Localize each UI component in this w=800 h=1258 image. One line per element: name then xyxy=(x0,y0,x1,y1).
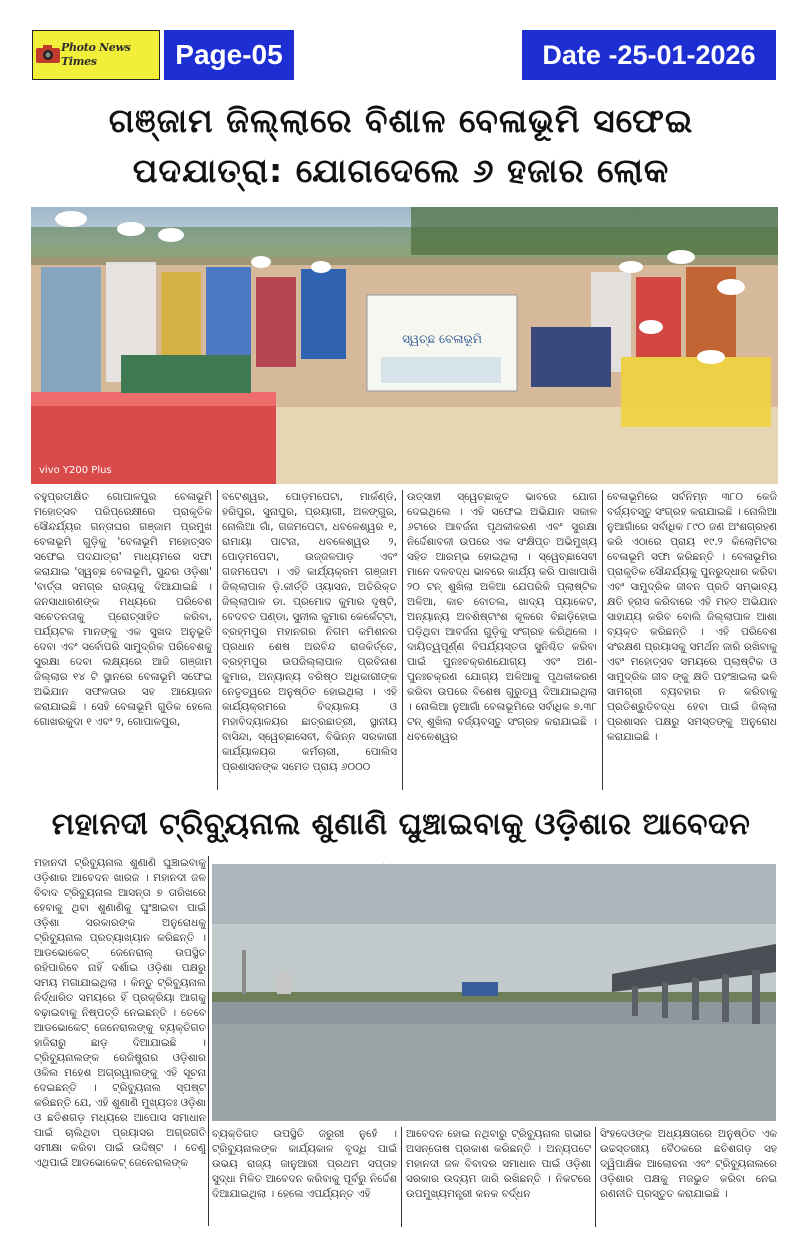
column-divider xyxy=(595,1127,596,1227)
page-number-badge: Page-05 xyxy=(164,30,294,80)
article2-headline: ମହାନଦୀ ଟ୍ରିବ୍ୟୁନାଲ ଶୁଣାଣି ଘୁଞ୍ଚାଇବାକୁ ଓଡ଼ିଶାର ଆବେଦନ xyxy=(51,807,751,842)
article2-bottom3-text: ସିଂହଦେଓଙ୍କ ଅଧ୍ୟକ୍ଷତାରେ ଅନୁଷ୍ଠିତ ଏକ ଉଚ୍ଚସ୍ତରୀୟ ବୈଠକରେ ଛତିଶଗଡ଼ ସହ ଦ୍ୱିପାକ୍ଷିକ ଆଲୋଚନା ଏବଂ ଟ୍ରିବ୍ୟୁନାଲରେ ଓଡ଼ିଶାର ପକ୍ଷକୁ ମଜଭୁତ କରିବା ନେଇ ରଣନୀତି ପ୍ରସ୍ତୁତ କରାଯାଇଛି । xyxy=(600,1128,777,1200)
date-badge: Date -25-01-2026 xyxy=(522,30,776,80)
article1-column-1 xyxy=(34,490,212,790)
logo-text: Photo News Times xyxy=(61,41,131,68)
mahanadi-river-photo xyxy=(212,864,776,1121)
river-illustration xyxy=(212,864,776,1121)
article2-bottom1-text: ବ୍ୟକ୍ତିଗତ ଉପସ୍ଥିତି ଜରୁରୀ ନୁହେଁ । ଟ୍ରିବ୍ୟୁନାଲଙ୍କ କାର୍ଯ୍ୟକାଳ ବୃଦ୍ଧି ପାଇଁ ଉଭୟ ରାଜ୍ୟ ଜାନୁଆରୀ ପ୍ରଥମ ସପ୍ତାହ ସୁଦ୍ଧା ମିଳିତ ଆବେଦନ କରିବାକୁ ପୂର୍ବରୁ ନିର୍ଦ୍ଦେଶ ଦିଆଯାଇଥିଲା । ହେଲେ ଏପର୍ଯ୍ୟନ୍ତ ଏହି xyxy=(212,1128,397,1200)
article1-col1-text: ବହୁପ୍ରତୀକ୍ଷିତ ଗୋପାଳପୁର ବେଳାଭୂମି ମହୋତ୍ସବ ପରିପ୍ରେକ୍ଷୀରେ ପ୍ରାକୃତିକ ସୌନ୍ଦର୍ଯ୍ୟର ଗନ୍ତାଘର ଗଞ୍ଜାମ ପ୍ରମୁଖ ବେଳାଭୂମି ଗୁଡ଼ିକୁ 'ବେଳାଭୂମି ମହୋତ୍ସବ ସଫେଇ ପଦଯାତ୍ରା' ମାଧ୍ୟମରେ ସଫା କରାଯାଇ 'ସ୍ୱଚ୍ଛ ବେଳାଭୂମି, ସୁନ୍ଦର ଓଡ଼ିଶା' 'ବାର୍ତ୍ତା ସମଗ୍ର ରାଜ୍ୟକୁ ଦିଆଯାଇଛି । ଜନସାଧାରଣଙ୍କ ମଧ୍ୟରେ ପରିବେଶ ସଚେତନତାକୁ ପ୍ରୋତ୍ସାହିତ କରିବା, ପର୍ଯ୍ୟଟକ ମାନଙ୍କୁ ଏକ ସୁଖଦ ଅନୁଭୂତି ଦେବା ଏବଂ ସର୍ବୋପରି ସାମୁଦ୍ରିକ ପରିବେଶକୁ ସୁରକ୍ଷା ଦେବା ଲକ୍ଷ୍ୟରେ ଆଜି ଗଞ୍ଜାମ ଜିଲ୍ଲାର ୧୪ ଟି ସ୍ଥାନରେ ବେଳାଭୂମି ସଫେଇ ଅଭିଯାନ ସଫଳତାର ସହ ଆୟୋଜନ କରାଯାଇଛି । ସେହି ବେଳାଭୂମି ଗୁଡିକ ହେଲେ ଗୋଖରକୁଦା ୧ ଏବଂ ୨, ଗୋପାଳପୁର, xyxy=(34,491,212,728)
headline-line-2: ପଦଯାତ୍ରା: ଯୋଗଦେଲେ ୬ ହଜାର ଲୋକ xyxy=(132,151,670,190)
beach-cleanup-photo xyxy=(31,207,778,484)
article1-column-4 xyxy=(607,490,777,790)
headline-line-1: ଗଞ୍ଜାମ ଜିଲ୍ଲାରେ ବିଶାଳ ବେଳାଭୂମି ସଫେଇ xyxy=(108,101,694,140)
article1-col3-text: ଉତ୍ସାହୀ ସ୍ୱେଚ୍ଛାକୃତ ଭାବରେ ଯୋଗ ଦେଇଥିଲେ । ଏହି ସଫେଇ ଅଭିଯାନ ସକାଳ ୬ଟାରେ ଆବର୍ଜନା ପୃଥକୀକରଣ ଏବଂ ସୁରକ୍ଷା ନିର୍ଦ୍ଦେଶାବଳୀ ଉପରେ ଏକ ସଂକ୍ଷିପ୍ତ ଅଭିମୁଖ୍ୟ ସହିତ ଆରମ୍ଭ ହୋଇଥିଲା । ସ୍ୱେଚ୍ଛାସେବୀ ମାନେ ଦଳବଦ୍ଧ ଭାବରେ କାର୍ଯ୍ୟ କରି ପାଖାପାଖି ୨୦ ଟନ୍ ଶୁଖିଲା ଅଳିଆ ଯେପରିକି ପ୍ଲାଷ୍ଟିକ ଅଳିଆ, କାଚ ବୋତଲ, ଖାଦ୍ୟ ପ୍ୟାକେଟ, ଅନ୍ୟାନ୍ୟ ଅବଶିଷ୍ଟାଂଶ କୂଳରେ ବିଛାଡ଼ିହୋଇ ପଡ଼ିଥିବା ଆବର୍ଜନା ଗୁଡ଼ିକୁ ସଂଗ୍ରହ କରିଥିଲେ । ଦାୟିତ୍ୱପୂର୍ଣ୍ଣ ବିପର୍ଯ୍ୟସ୍ତତା ସୁନିଶ୍ଚିତ କରିବା ପାଇଁ ପୁନଃଚକ୍ରଣଯୋଗ୍ୟ ଏବଂ ଅଣ-ପୁନଃଚକ୍ରଣ ଯୋଗ୍ୟ ଅଳିଆକୁ ପୃଥକୀକରଣ କରିବା ଉପରେ ବିଶେଷ ଗୁରୁତ୍ୱ ଦିଆଯାଇଥିଲା । ନୋଲିଆ ନୁଆଗାଁ ବେଳାଭୂମିରେ ସର୍ବାଧିକ ୭.୩୮ ଟନ୍ ଶୁଖିଲା ବର୍ଜ୍ୟବସ୍ତୁ ସଂଗ୍ରହ କରାଯାଇଛି । ଧବଳେଶ୍ୱର xyxy=(407,491,597,743)
column-divider xyxy=(401,1127,402,1227)
article1-headline xyxy=(28,96,774,196)
article2-bottom-column-2 xyxy=(406,1127,591,1227)
article2-bottom2-text: ଆବେଦନ ହୋଇ ନଥିବାରୁ ଟ୍ରିବ୍ୟୁନାଲ ଗଭୀର ଅସନ୍ତୋଷ ପ୍ରକାଶ କରିଛନ୍ତି । ଅନ୍ୟପଟେ ମହାନଦୀ ଜଳ ବିବାଦର ସମାଧାନ ପାଇଁ ଓଡ଼ିଶା ସରକାର ଉଦ୍ୟମ ଜାରି ରଖିଛନ୍ତି । ନିକଟରେ ଉପମୁଖ୍ୟମନ୍ତ୍ରୀ କନକ ବର୍ଦ୍ଧନ xyxy=(406,1128,591,1200)
newspaper-logo xyxy=(32,30,160,80)
column-divider xyxy=(402,490,403,790)
column-divider xyxy=(217,490,218,790)
article1-col4-text: ବେଳାଭୂମିରେ ସର୍ବନିମ୍ନ ୩୮୦ କେଜି ବର୍ଜ୍ୟବସ୍ତୁ ସଂଗ୍ରହ କରାଯାଇଛି । ନୋଲିଆ ନୁଆଗାଁରେ ସର୍ବାଧିକ ୮୯୦ ଜଣ ଅଂଶଗ୍ରହଣ କରି ଏଠାରେ ପ୍ରାୟ ୧୯.୨ କିଲୋମିଟର ବେଳାଭୂମି ସଫା କରିଛନ୍ତି । ବେଳାଭୂମିର ପ୍ରାକୃତିକ ସୌନ୍ଦର୍ଯ୍ୟକୁ ପୁନରୁଦ୍ଧାର କରିବା ଏବଂ ସାମୁଦ୍ରିକ ଜୀବନ ପ୍ରତି ସମ୍ଭାବ୍ୟ କ୍ଷତି ହ୍ରାସ କରିବାରେ ଏହି ମହତ ଅଭିଯାନ ସାହାଯ୍ୟ କରିବ ବୋଲି ଜିଲ୍ଲାପାଳ ଆଶା ବ୍ୟକ୍ତ କରିଛନ୍ତି । ଏହି ପରିବେଶ ସଂରକ୍ଷଣ ପ୍ରୟାସକୁ ସମର୍ଥନ ଜାରି ରଖିବାକୁ ଏବଂ ମହୋତ୍ସବ ସମୟରେ ପ୍ଲାଷ୍ଟିକ ଓ ସାମୁଦ୍ରିକ ଜୀବ ଙ୍କୁ କ୍ଷତି ପହଂଞ୍ଚାଇଲା ଭଳି ସାମଗ୍ରୀ ବ୍ୟବହାର ନ କରିବାକୁ ପ୍ରତିଶ୍ରୁତିବଦ୍ଧ ହେବା ପାଇଁ ଜିଲ୍ଲା ପ୍ରଶାସନ ପକ୍ଷରୁ ସମସ୍ତଙ୍କୁ ଅନୁରୋଧ କରାଯାଇଛି । xyxy=(607,491,777,743)
camera-icon xyxy=(35,41,61,67)
article1-column-2 xyxy=(222,490,397,790)
article2-bottom-column-3 xyxy=(600,1127,777,1227)
article1-column-3 xyxy=(407,490,597,790)
photo-watermark: vivo Y200 Plus xyxy=(39,465,112,476)
article2-left-column xyxy=(34,856,206,1226)
article2-left-text: ମହାନଦୀ ଟ୍ରିବ୍ୟୁନାଲ ଶୁଣାଣି ଘୁଞ୍ଚାଇବାକୁ ଓଡ଼ିଶାର ଆବେଦନ ଖାରଜ । ମହାନଦୀ ଜଳ ବିବାଦ ଟ୍ରିବ୍ୟୁନାଲ ଆସନ୍ତା ୭ ତାରିଖରେ ହେବାକୁ ଥିବା ଶୁଣାଣିକୁ ଘୁଂଞ୍ଚାଇବା ପାଇଁ ଓଡ଼ିଶା ସରକାରଙ୍କ ଅନୁରୋଧକୁ ଟ୍ରିବ୍ୟୁନାଲ ପ୍ରତ୍ୟାଖ୍ୟାନ କରିଛନ୍ତି । ଆଡଭୋକେଟ୍ ଜେନେରାଲ୍ ଉପସ୍ଥିତ ରହିପାରିବେ ନାହିଁ ଦର୍ଶାଇ ଓଡ଼ିଶା ପକ୍ଷରୁ ସମୟ ମଗାଯାଇଥିଲା । କିନ୍ତୁ ଟ୍ରିବ୍ୟୁନାଲ ନିର୍ଦ୍ଧାରିତ ସମୟରେ ହିଁ ପ୍ରକ୍ରିୟା ଆଗକୁ ବଢ଼ାଇବାକୁ ନିଷ୍ପତ୍ତି ନେଇଛନ୍ତି । ତେବେ ଆଡଭୋକେଟ୍ ଜେନେରାଲଙ୍କୁ ବ୍ୟକ୍ତିଗତ ହାଜିରାରୁ ଛାଡ଼ ଦିଆଯାଇଛି । ଟ୍ରିବ୍ୟୁନାଲଙ୍କ ରେଜିଷ୍ଟ୍ରାର ଓଡ଼ିଶାର ଓକିଲ ମହେଶ ଅଗ୍ରୱାଲଙ୍କୁ ଏହି ସୂଚନା ଦେଇଛନ୍ତି । ଟ୍ରିବ୍ୟୁନାଲ ସ୍ପଷ୍ଟ କରିଛନ୍ତି ଯେ, ଏହି ଶୁଣାଣି ମୁଖ୍ୟତଃ ଓଡ଼ିଶା ଓ ଛତିଶଗଡ଼ ମଧ୍ୟରେ ଆପୋସ ସମାଧାନ ପାଇଁ ଚାଲିଥିବା ପ୍ରୟାସର ଅଗ୍ରଗତି ସମୀକ୍ଷା କରିବା ପାଇଁ ଉଦ୍ଦିଷ୍ଟ । ତେଣୁ ଏଥିପାଇଁ ଆଡଭୋକେଟ୍ ଜେନେରାଲଙ୍କ xyxy=(34,857,206,1169)
column-divider xyxy=(602,490,603,790)
article1-col2-text: ବଟେଶ୍ୱର, ପୋଡ଼ମପେଟା, ମାର୍କଣ୍ଡି, ହରିପୁର, ସୁନାପୁର, ପ୍ରୟାଗୀ, ଅଳଙ୍ଗୁର, ନୋଲିଆ ଗାଁ, ଗଜମପେଟା, ଧବଳେଶ୍ୱର ୧, ରାମାୟା ପାଟନା, ଧବଳେଶ୍ୱର ୨, ପୋଡ଼ମପେଟା, ଉଜ୍ଜଳପାଡ଼ ଏବଂ ଗଜମପେଟା । ଏହି କାର୍ଯ୍ୟକ୍ରମ ଗଞ୍ଜାମ ଜିଲ୍ଲାପାଳ ଡ଼ି.କୀର୍ତ୍ତି ଓ୍ୟାସନ, ଅତିରିକ୍ତ ଜିଲ୍ଲାପାଳ ଡା. ପ୍ରମୋଦ କୁମାର ଦୃଷ୍ଟି, ବେଦବତ ପଣ୍ଡା, ସୁନୀଲ କୁମାର କେର୍କେଟ୍ଟା, ବ୍ରହ୍ମପୁର ମହାନଗର ନିଗମ କମିଶନର ପ୍ରଧାନ ଶେଷ ଅରବିନ୍ଦ ରାଜକିର୍ତ୍ତେ, ବ୍ରହ୍ମପୁର ଉପଜିଲ୍ଲାପାଳ ପ୍ରବିନାଶ କୁମାର, ଅନ୍ୟାନ୍ୟ ବରିଷ୍ଠ ଅଧିକାରୀଙ୍କ ନେତୃତ୍ୱରେ ଅନୁଷ୍ଠିତ ହୋଇଥିଲା । ଏହି କାର୍ଯ୍ୟକ୍ରମରେ ବିଦ୍ୟାଳୟ ଓ ମହାବିଦ୍ୟାଳୟର ଛାତ୍ରଛାତ୍ରୀ, ସ୍ଥାନୀୟ ବାସିନ୍ଦା, ସ୍ୱେଚ୍ଛାସେବୀ, ବିଭିନ୍ନ ସରକାରୀ କାର୍ଯ୍ୟାଳୟର କର୍ମଚାରୀ, ପୋଲିସ ପ୍ରଶାସନଙ୍କ ସମେତ ପ୍ରାୟ ୬୦୦୦ xyxy=(222,491,397,773)
banner-text: ସ୍ୱଚ୍ଛ ବେଳାଭୂମି xyxy=(402,332,482,346)
column-divider xyxy=(208,856,209,1226)
article2-bottom-column-1 xyxy=(212,1127,397,1227)
beach-cleanup-illustration xyxy=(31,207,778,484)
